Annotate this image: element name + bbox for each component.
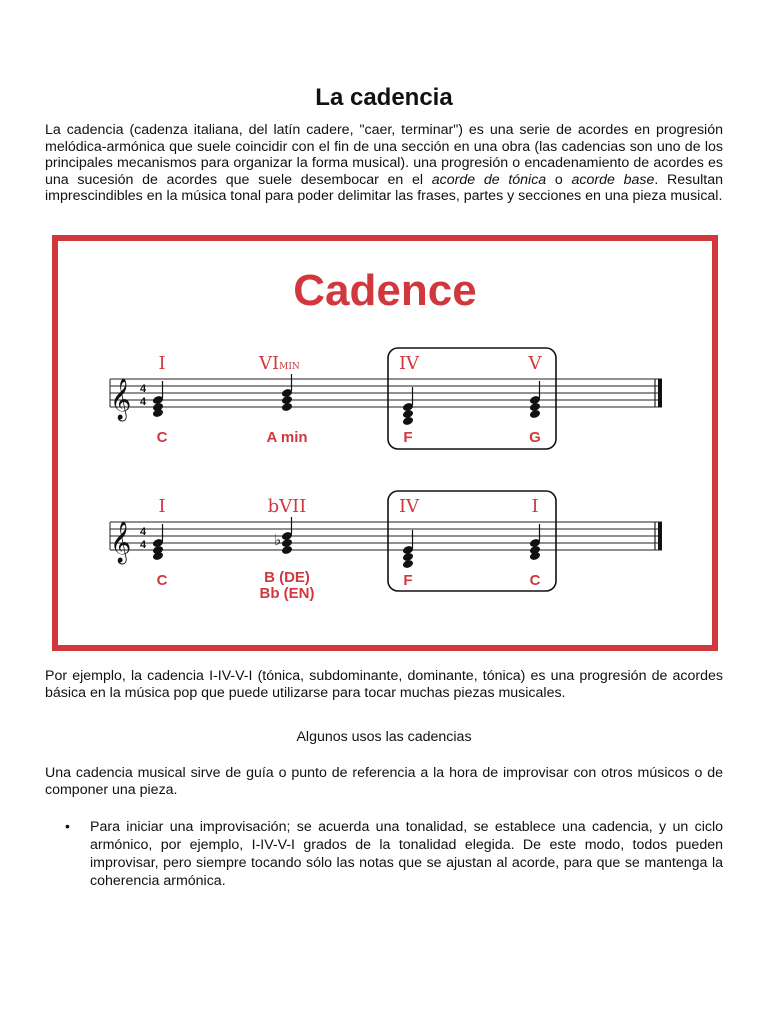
chord-name-1: C	[156, 429, 168, 446]
emphasis-tonic-chord: acorde de tónica	[431, 171, 547, 188]
staff-row-2	[110, 491, 662, 602]
chord-name-2-alt: Bb (EN)	[259, 585, 315, 602]
section-subheading: Algunos usos las cadencias	[296, 729, 472, 745]
numeral-3: IV	[398, 496, 420, 517]
time-signature-bottom: 4	[139, 396, 147, 408]
treble-clef-icon: 𝄞	[110, 379, 132, 420]
intro-paragraph	[45, 122, 723, 205]
numeral-4: I	[531, 496, 539, 517]
chord-name-1: C	[156, 572, 168, 589]
time-signature-top: 4	[139, 526, 147, 538]
example-paragraph: Por ejemplo, la cadencia I-IV-V-I (tónica, subdominante, dominante, tónica) es una progresión de acordes básica en la música pop que puede utilizarse para tocar muchas piezas musicales.	[45, 668, 723, 701]
time-signature-top: 4	[139, 383, 147, 395]
chord-name-2: A min	[266, 429, 308, 446]
flat-icon: ♭	[274, 531, 282, 549]
chord-name-2: B (DE)	[264, 569, 310, 586]
intro-connector: o	[546, 171, 572, 188]
list-item: Para iniciar una improvisación; se acuerda una tonalidad, se establece una cadencia, y un ciclo armónico, por ejemplo, I-IV-V-I grados de la tonalidad elegida. De este modo, todos pueden improvisar, pero siempre tocando sólo las notas que se ajustan al acorde, para que se mantenga la coherencia armónica.	[90, 819, 723, 889]
staff-row-1	[110, 348, 662, 449]
time-signature-bottom: 4	[139, 539, 147, 551]
figure-title: Cadence	[293, 266, 477, 315]
numeral-4: V	[528, 353, 542, 374]
emphasis-base-chord: acorde base	[571, 171, 655, 188]
chord-name-4: C	[529, 572, 541, 589]
page-title: La cadencia	[315, 84, 453, 111]
intro-ending: . Resultan imprescindibles en la música tonal para poder delimitar las frases, partes y secciones en una pieza musical.	[45, 171, 724, 205]
usage-paragraph: Una cadencia musical sirve de guía o punto de referencia a la hora de improvisar con otros músicos o de componer una pieza.	[45, 765, 723, 798]
cadence-figure	[52, 235, 718, 651]
cadence-illustration	[58, 241, 712, 645]
treble-clef-icon: 𝄞	[110, 522, 132, 563]
chord-name-3: F	[403, 572, 413, 589]
numeral-2: bVII	[267, 496, 307, 517]
numeral-3: IV	[398, 353, 420, 374]
numeral-1: I	[158, 496, 166, 517]
intro-text: La cadencia (cadenza italiana, del latín cadere, "caer, terminar") es una serie de acordes en progresión melódica-armónica que suele coincidir con el fin de una sección en una obra (las cadencias son uno de los principales mecanismos para organizar la forma musical). una progresión o encadenamiento de acordes es una sucesión de acordes que suele desembocar en el	[45, 122, 723, 188]
numeral-2: VIMIN	[259, 353, 300, 374]
numeral-1: I	[158, 353, 166, 374]
bullet-icon: •	[65, 818, 70, 834]
chord-name-4: G	[529, 429, 541, 446]
chord-name-3: F	[403, 429, 413, 446]
